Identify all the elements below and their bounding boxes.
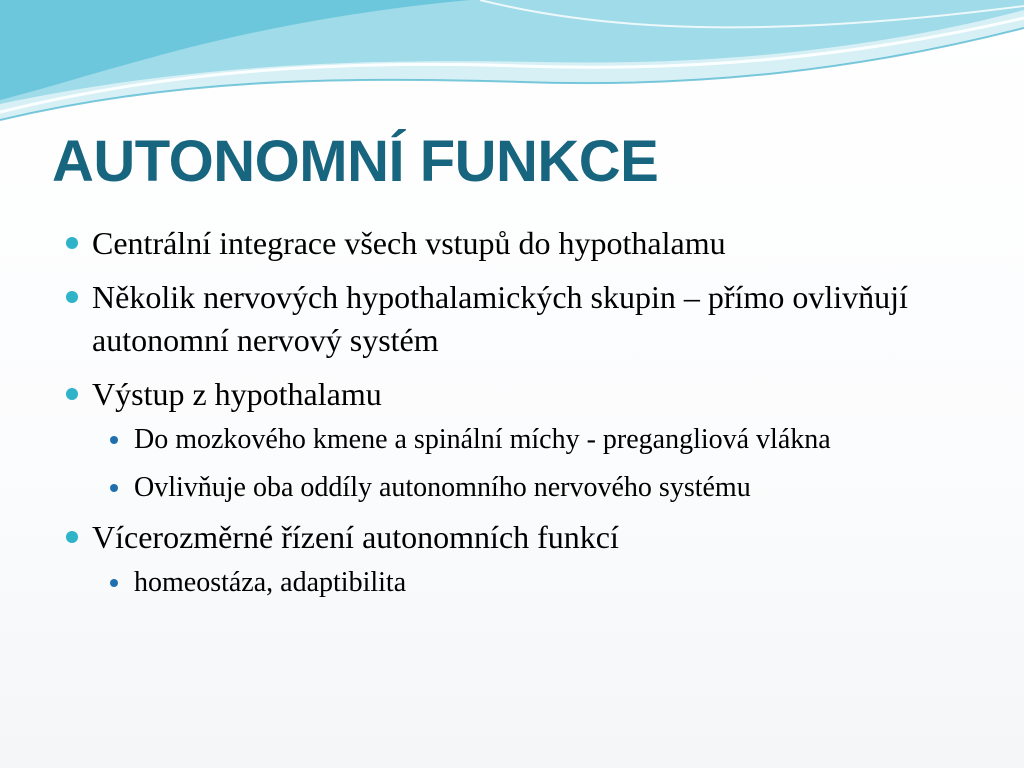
sub-bullet-dot-icon <box>110 579 118 587</box>
bullet-text: Výstup z hypothalamu <box>92 376 382 412</box>
bullet-dot-icon <box>66 531 78 543</box>
decorative-waves <box>0 0 1024 130</box>
slide-title: AUTONOMNÍ FUNKCE <box>52 129 659 194</box>
bullet-text: Vícerozměrné řízení autonomních funkcí <box>92 519 619 555</box>
bullet-item <box>62 222 962 265</box>
sub-bullet-dot-icon <box>110 484 118 492</box>
bullet-dot-icon <box>66 291 78 303</box>
sub-bullet-list <box>92 563 962 603</box>
sub-bullet-item <box>92 468 962 508</box>
sub-bullet-text: Do mozkového kmene a spinální míchy - pregangliová vlákna <box>134 424 831 455</box>
sub-bullet-item <box>92 420 962 460</box>
bullet-item <box>62 373 962 508</box>
bullet-text: Několik nervových hypothalamických skupin – přímo ovlivňují autonomní nervový systém <box>92 279 908 358</box>
sub-bullet-list <box>92 420 962 508</box>
bullet-item <box>62 516 962 603</box>
sub-bullet-item <box>92 563 962 603</box>
sub-bullet-text: homeostáza, adaptibilita <box>134 567 407 598</box>
bullet-list <box>62 222 962 611</box>
bullet-dot-icon <box>66 237 78 249</box>
sub-bullet-dot-icon <box>110 436 118 444</box>
sub-bullet-text: Ovlivňuje oba oddíly autonomního nervového systému <box>134 472 751 503</box>
bullet-text: Centrální integrace všech vstupů do hypothalamu <box>92 225 726 261</box>
bullet-item <box>62 276 962 362</box>
bullet-dot-icon <box>66 388 78 400</box>
